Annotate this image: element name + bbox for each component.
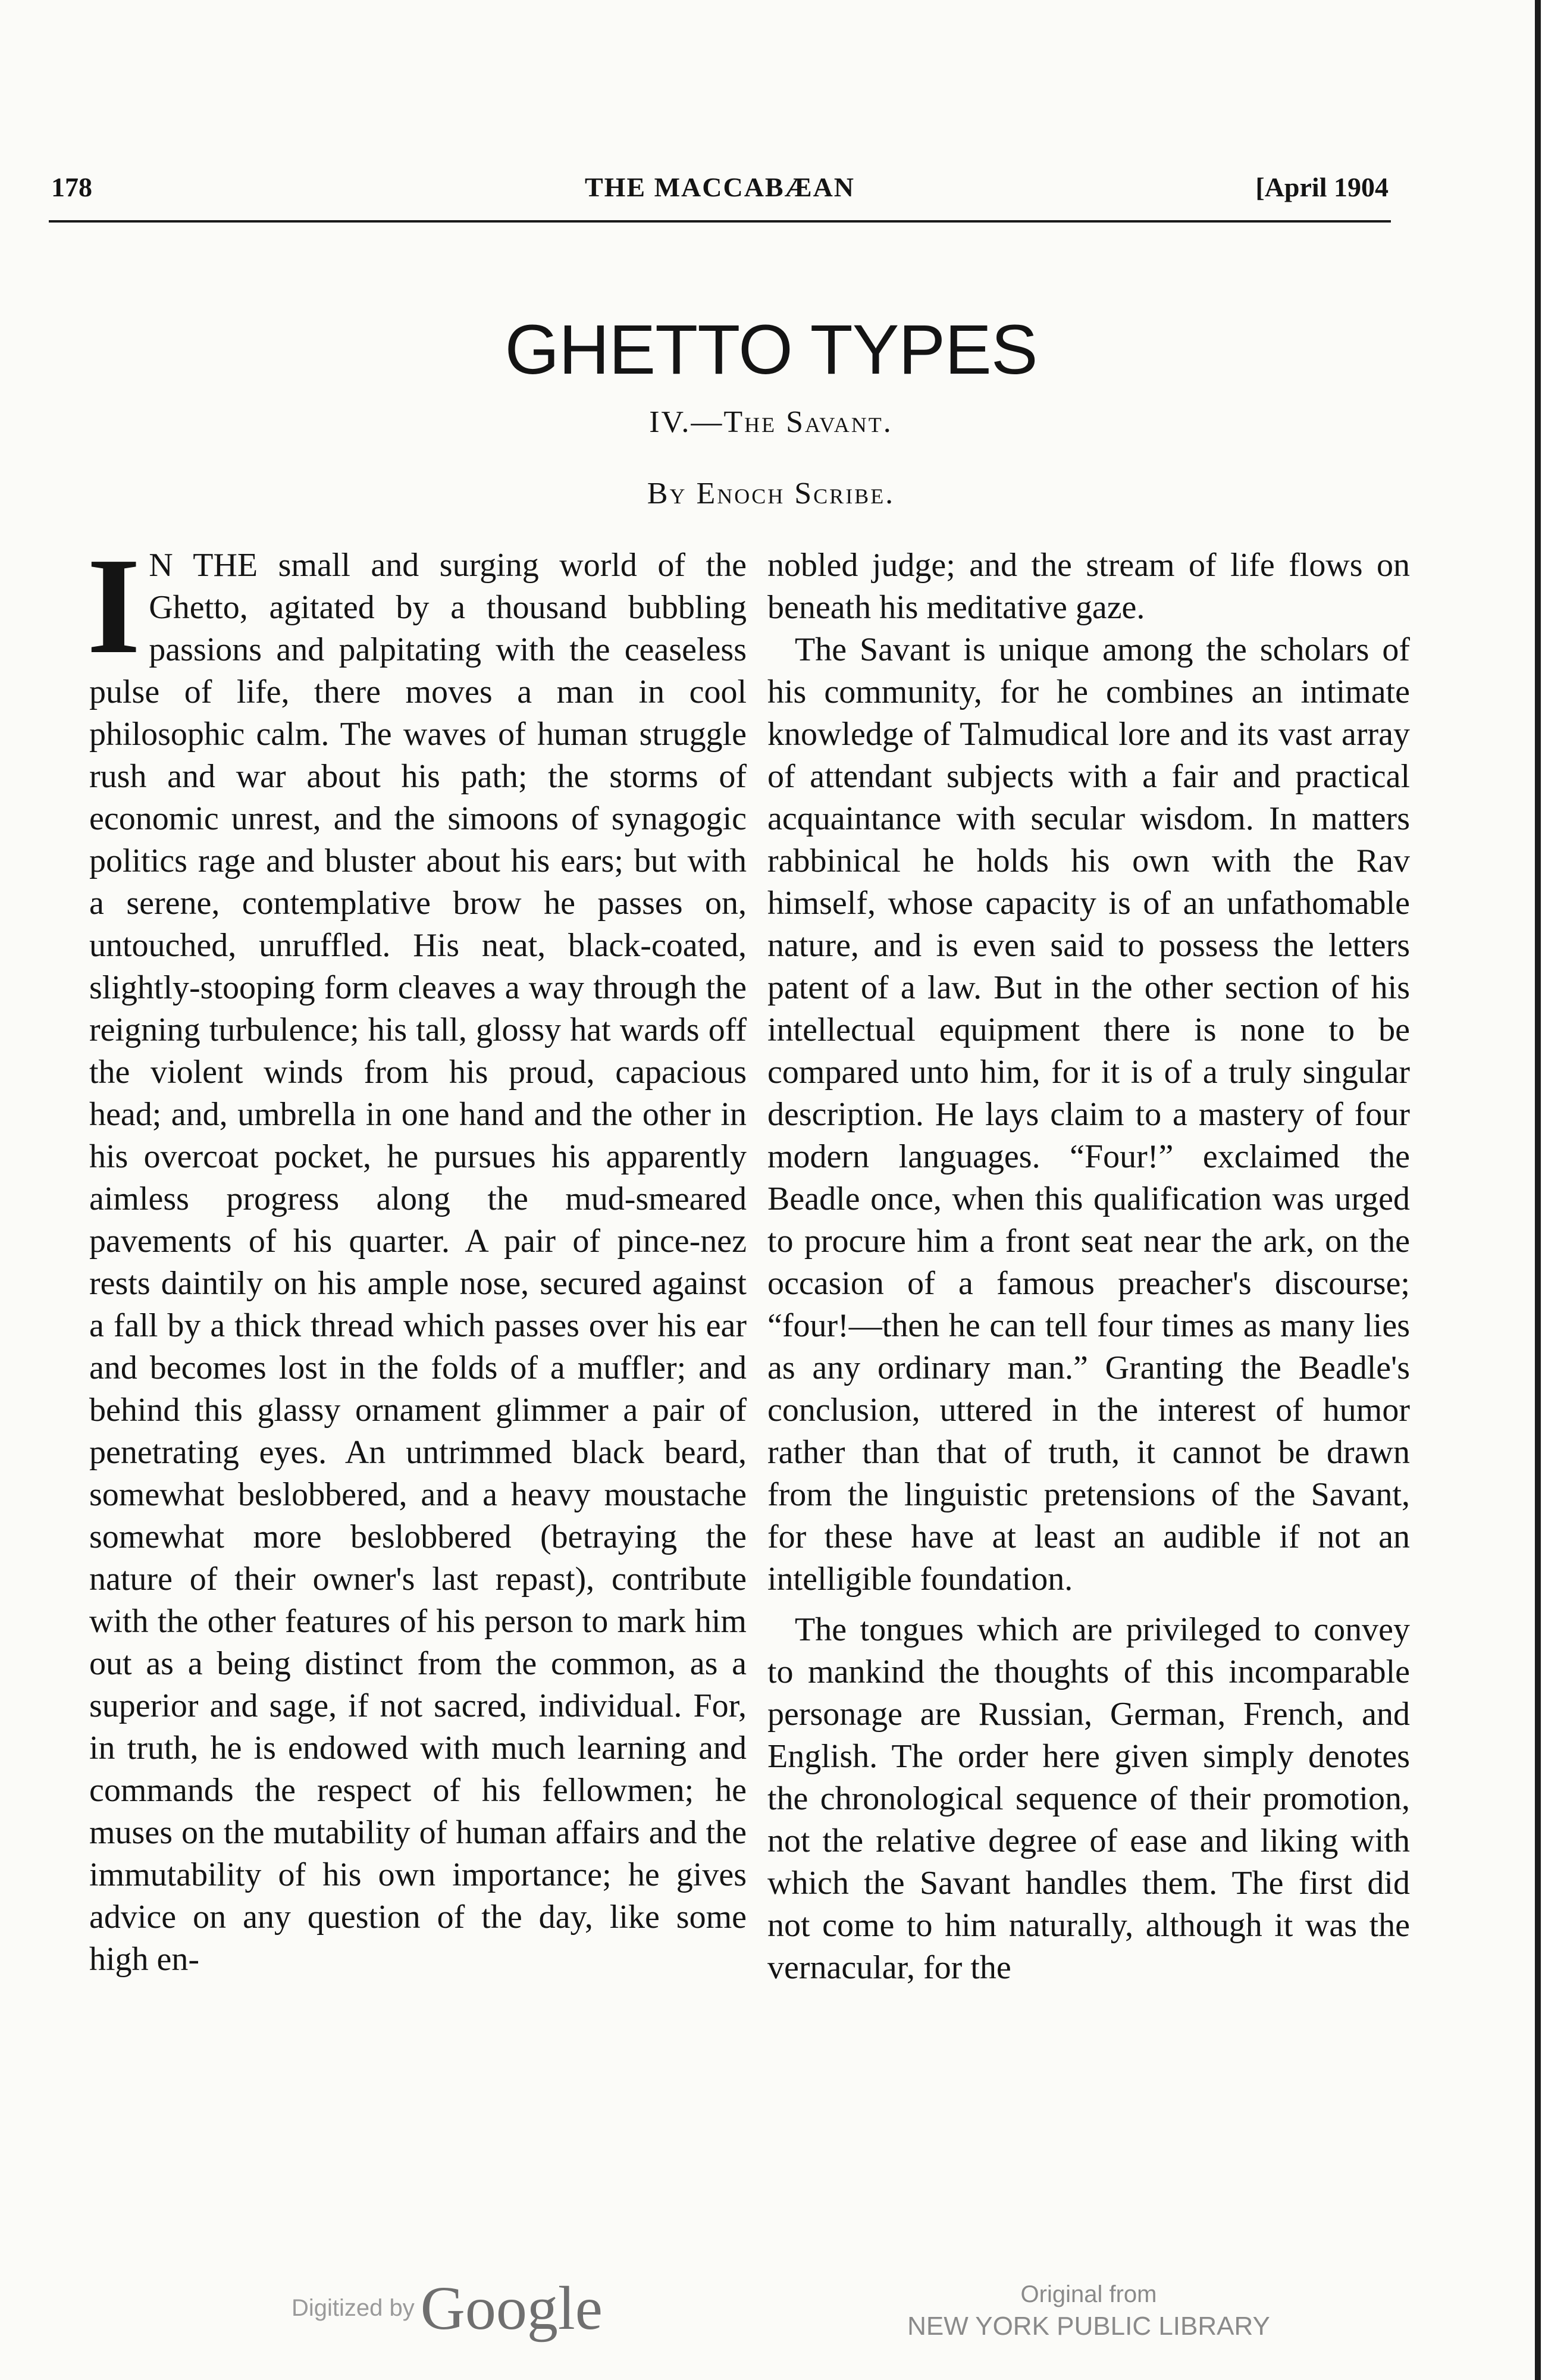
article-subtitle: IV.—The Savant. xyxy=(649,405,893,439)
right-paragraph-3: The tongues which are privileged to convey to mankind the thoughts of this incomparable personage are Russian, German, French, and English. The order here given simply denotes the chronological sequence of their promotion, not the relative degree of ease and liking with which the Savant handles them. The first did not come to him naturally, although it was the vernacular, for the xyxy=(767,1611,1410,1986)
right-column xyxy=(767,544,1410,1989)
article-byline: By Enoch Scribe. xyxy=(647,477,895,511)
running-title: THE MACCABÆAN xyxy=(584,172,855,202)
library-name: NEW YORK PUBLIC LIBRARY xyxy=(907,2312,1270,2341)
right-paragraph-1: nobled judge; and the stream of life flows on beneath his meditative gaze. xyxy=(767,547,1410,626)
drop-cap: I xyxy=(87,530,141,682)
left-column xyxy=(87,530,747,1981)
digitized-by-label: Digitized by xyxy=(292,2295,415,2321)
google-logo: Google xyxy=(420,2274,603,2343)
left-paragraph xyxy=(87,530,747,1981)
digitized-watermark xyxy=(292,2273,603,2344)
article-title: GHETTO TYPES xyxy=(504,311,1038,389)
issue-date: [April 1904 xyxy=(1255,172,1389,202)
right-paragraph-2: The Savant is unique among the scholars of his community, for he combines an intimate knowledge of Talmudical lore and its vast array of attendant subjects with a fair and practical acquaintance with secular wisdom. In matters rabbinical he holds his own with the Rav himself, whose capacity is of an unfathomable nature, and is even said to possess the letters patent of a law. But in the other section of his intellectual equipment there is none to be compared unto him, for it is of a truly singular description. He lays claim to a mastery of four modern languages. “Four!” exclaimed the Beadle once, when this qualification was urged to procure him a front seat near the ark, on the occasion of a famous preacher's discourse; “four!—then he can tell four times as many lies as any ordinary man.” Granting the Beadle's conclusion, uttered in the interest of humor rather than that of truth, it cannot be drawn from the linguistic pretensions of the Savant, for these have at least an audible if not an intelligible foundation. xyxy=(767,631,1410,1598)
original-from-label: Original from xyxy=(1020,2281,1157,2307)
running-header xyxy=(51,171,1389,213)
header-rule xyxy=(49,220,1391,223)
left-column-text: N THE small and surging world of the Ghetto, agitated by a thousand bubbling passions and palpitating with the ceaseless pulse of life, there moves a man in cool philosophic calm. The waves of human struggle rush and war about his path; the storms of economic unrest, and the simoons of synagogic politics rage and bluster about his ears; but with a serene, contemplative brow he passes on, untouched, unruffled. His neat, black-coated, slightly-stooping form cleaves a way through the reigning turbulence; his tall, glossy hat wards off the violent winds from his proud, capacious head; and, umbrella in one hand and the other in his overcoat pocket, he pursues his apparently aimless progress along the mud-smeared pavements of his quarter. A pair of pince-nez rests daintily on his ample nose, secured against a fall by a thick thread which passes over his ear and becomes lost in the folds of a muffler; and behind this glassy ornament glimmer a pair of penetrating eyes. An untrimmed black beard, somewhat beslobbered, and a heavy moustache somewhat more beslobbered (betraying the nature of their owner's last repast), contribute with the other features of his person to mark him out as a being distinct from the common, as a superior and sage, if not sacred, individual. For, in truth, he is endowed with much learning and commands the respect of his fellowmen; he muses on the mutability of human affairs and the immutability of his own importance; he gives advice on any question of the day, like some high en- xyxy=(89,547,747,1978)
original-source xyxy=(863,2279,1315,2343)
page-number: 178 xyxy=(51,172,92,202)
